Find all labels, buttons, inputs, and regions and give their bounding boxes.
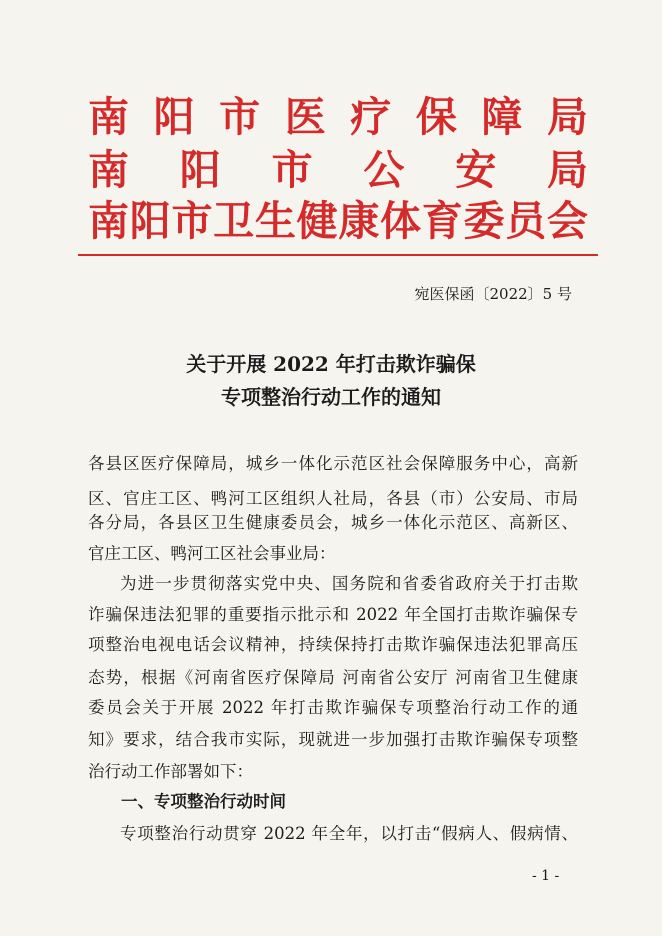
- addressee-line: 区、官庄工区、鸭河工区组织人社局，各县（市）公安局、市局: [88, 489, 578, 508]
- page-number: - 1 -: [532, 868, 560, 884]
- paragraph-line: 专项整治行动贯穿 2022 年全年，以打击“假病人、假病情、: [120, 824, 578, 843]
- paragraph-line: 态势，根据《河南省医疗保障局 河南省公安厅 河南省卫生健康: [88, 668, 578, 687]
- document-number: 宛医保函〔2022〕5 号: [414, 285, 572, 303]
- paragraph-line: 诈骗保违法犯罪的重要指示批示和 2022 年全国打击欺诈骗保专: [88, 605, 578, 624]
- paragraph-line: 知》要求，结合我市实际，现就进一步加强打击欺诈骗保专项整: [88, 730, 578, 749]
- header-org-health-sports-commission: 南 阳 市 卫 生 健 康 体 育 委 员 会: [88, 197, 588, 245]
- document-title-line-2: 专项整治行动工作的通知: [221, 385, 441, 409]
- addressee-line: 官庄工区、鸭河工区社会事业局：: [88, 544, 336, 563]
- header-org-public-security-bureau: 南 阳 市 公 安 局: [88, 146, 588, 194]
- section-heading: 一、专项整治行动时间: [121, 792, 286, 811]
- red-divider-line: [78, 254, 598, 256]
- addressee-line: 各县区医疗保障局，城乡一体化示范区社会保障服务中心，高新: [88, 454, 578, 473]
- paragraph-line: 为进一步贯彻落实党中央、国务院和省委省政府关于打击欺: [120, 574, 578, 593]
- paragraph-line: 治行动工作部署如下：: [88, 762, 253, 781]
- header-org-medical-security-bureau: 南 阳 市 医 疗 保 障 局: [88, 93, 588, 141]
- paragraph-line: 项整治电视电话会议精神，持续保持打击欺诈骗保违法犯罪高压: [88, 635, 578, 654]
- document-title-line-1: 关于开展 2022 年打击欺诈骗保: [186, 352, 476, 376]
- addressee-line: 各分局，各县区卫生健康委员会，城乡一体化示范区、高新区、: [88, 513, 578, 532]
- paragraph-line: 委员会关于开展 2022 年打击欺诈骗保专项整治行动工作的通: [88, 698, 578, 717]
